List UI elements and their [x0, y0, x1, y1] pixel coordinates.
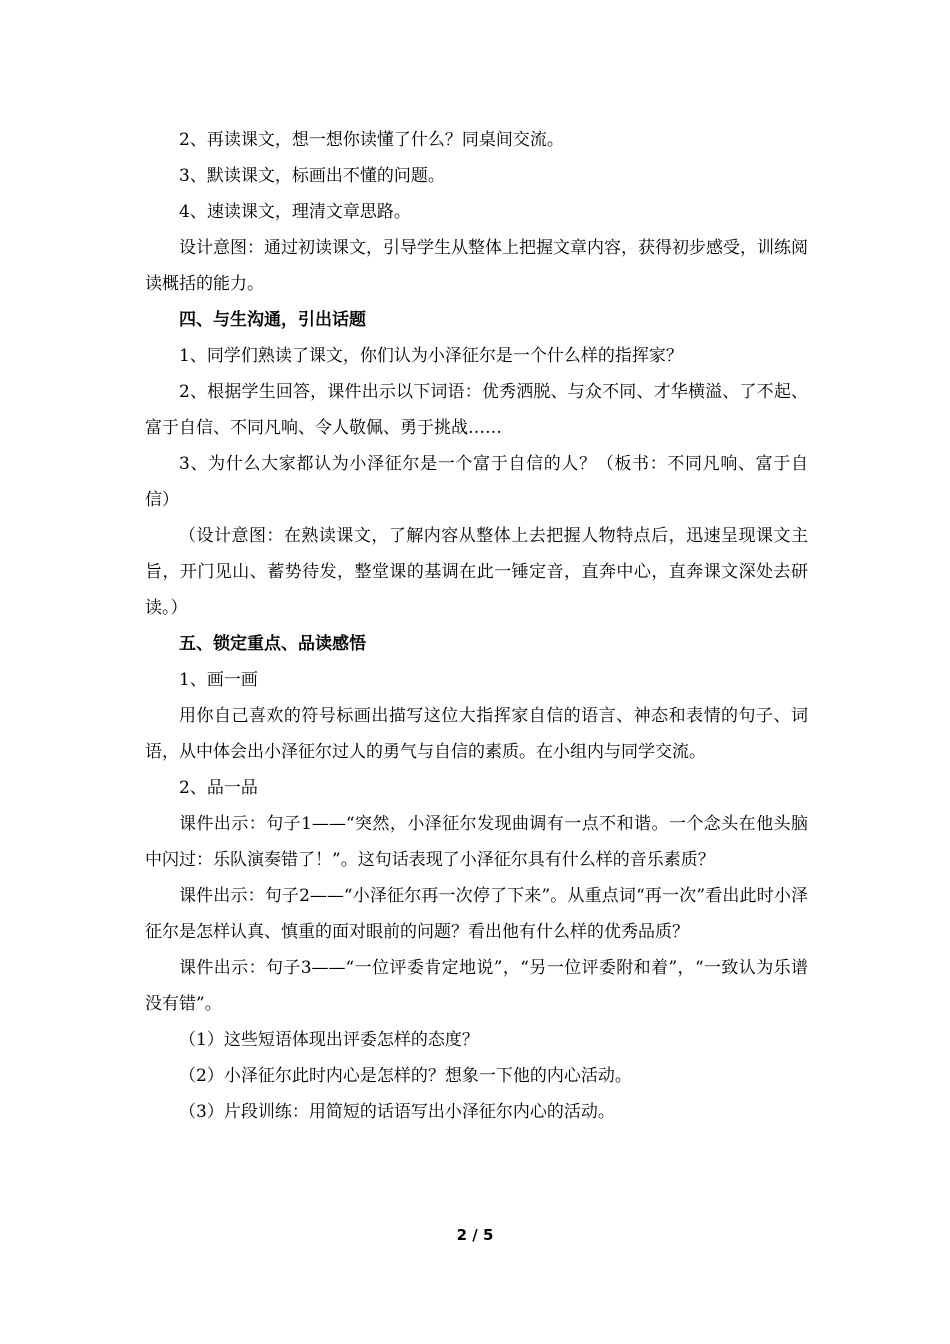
paragraph: 4、速读课文，理清文章思路。 [179, 202, 411, 222]
paragraph: 课件出示：句子2——“小泽征尔再一次停了下来”。从重点词“再一次”看出此时小泽征尔是怎样认真、慎重的面对眼前的问题？看出他有什么样的优秀品质？ [145, 886, 808, 942]
paragraph: 设计意图：通过初读课文，引导学生从整体上把握文章内容，获得初步感受，训练阅读概括的能力。 [145, 238, 808, 294]
paragraph: 1、同学们熟读了课文，你们认为小泽征尔是一个什么样的指挥家？ [179, 346, 683, 366]
section-heading: 四、与生沟通，引出话题 [179, 310, 366, 330]
paragraph: 3、为什么大家都认为小泽征尔是一个富于自信的人？（板书：不同凡响、富于自信） [145, 454, 808, 510]
paragraph: 1、画一画 [179, 670, 258, 690]
section-heading: 五、锁定重点、品读感悟 [179, 634, 366, 654]
paragraph: （2）小泽征尔此时内心是怎样的？想象一下他的内心活动。 [179, 1066, 632, 1086]
paragraph: 3、默读课文，标画出不懂的问题。 [179, 166, 445, 186]
paragraph: 课件出示：句子1——“突然，小泽征尔发现曲调有一点不和谐。一个念头在他头脑中闪过：乐队演奏错了！”。这句话表现了小泽征尔具有什么样的音乐素质？ [145, 814, 808, 870]
paragraph: 课件出示：句子3——“一位评委肯定地说”，“另一位评委附和着”，“一致认为乐谱没有错”。 [145, 958, 808, 1014]
paragraph: （1）这些短语体现出评委怎样的态度？ [179, 1030, 479, 1050]
page-number: 2 / 5 [456, 1226, 494, 1244]
paragraph: 2、再读课文，想一想你读懂了什么？同桌间交流。 [179, 130, 564, 150]
paragraph: 2、根据学生回答，课件出示以下词语：优秀洒脱、与众不同、才华横溢、了不起、富于自信、不同凡响、令人敬佩、勇于挑战…… [145, 382, 808, 438]
document-body [145, 122, 808, 1130]
paragraph: （3）片段训练：用简短的话语写出小泽征尔内心的活动。 [179, 1102, 615, 1122]
paragraph: 2、品一品 [179, 778, 258, 798]
paragraph: （设计意图：在熟读课文，了解内容从整体上去把握人物特点后，迅速呈现课文主旨，开门见山、蓄势待发，整堂课的基调在此一锤定音，直奔中心，直奔课文深处去研读。） [145, 526, 808, 618]
paragraph: 用你自己喜欢的符号标画出描写这位大指挥家自信的语言、神态和表情的句子、词语，从中体会出小泽征尔过人的勇气与自信的素质。在小组内与同学交流。 [145, 706, 808, 762]
